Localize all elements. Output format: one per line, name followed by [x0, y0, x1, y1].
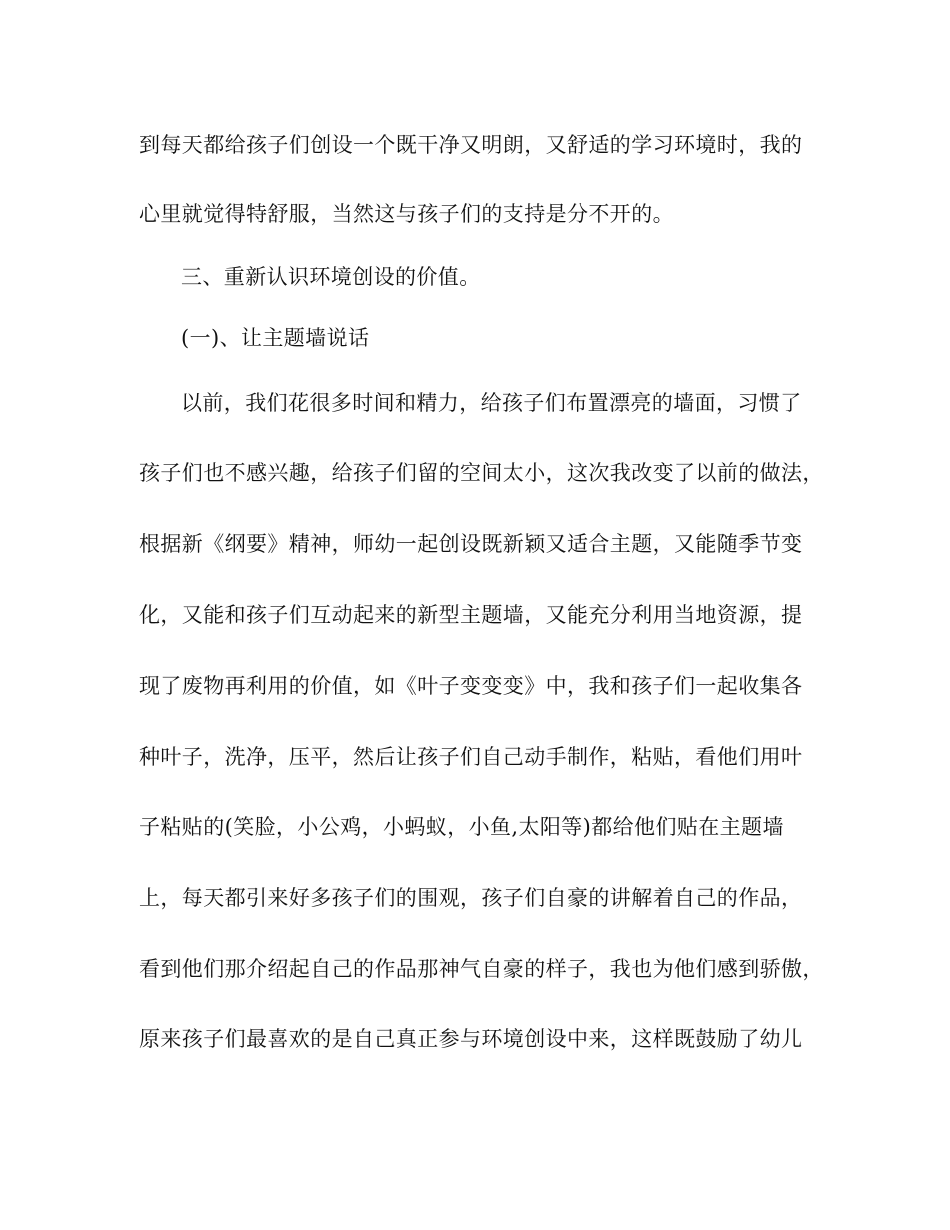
section-heading: 三、重新认识环境创设的价值。 [181, 265, 481, 289]
text-line: 现了废物再利用的价值，如《叶子变变变》中，我和孩子们一起收集各 [139, 674, 803, 698]
text-line: 心里就觉得特舒服，当然这与孩子们的支持是分不开的。 [139, 202, 674, 226]
text-line: 根据新《纲要》精神，师幼一起创设既新颖又适合主题，又能随季节变 [139, 532, 803, 556]
text-line: 上，每天都引来好多孩子们的围观，孩子们自豪的讲解着自己的作品， [139, 886, 803, 910]
text-line: 看到他们那介绍起自己的作品那神气自豪的样子，我也为他们感到骄傲， [139, 957, 824, 981]
text-line: 原来孩子们最喜欢的是自己真正参与环境创设中来，这样既鼓励了幼儿 [139, 1027, 803, 1051]
subsection-heading: (一)、让主题墙说话 [181, 326, 370, 350]
text-line: 到每天都给孩子们创设一个既干净又明朗，又舒适的学习环境时，我的 [139, 133, 803, 157]
text-line: 子粘贴的(笑脸，小公鸡，小蚂蚁，小鱼,太阳等)都给他们贴在主题墙 [139, 815, 784, 839]
text-line: 化，又能和孩子们互动起来的新型主题墙，又能充分利用当地资源，提 [139, 603, 803, 627]
text-line: 以前，我们花很多时间和精力，给孩子们布置漂亮的墙面，习惯了 [181, 391, 802, 415]
text-line: 孩子们也不感兴趣，给孩子们留的空间太小，这次我改变了以前的做法， [139, 461, 824, 485]
text-line: 种叶子，洗净，压平，然后让孩子们自己动手制作，粘贴，看他们用叶 [139, 745, 803, 769]
